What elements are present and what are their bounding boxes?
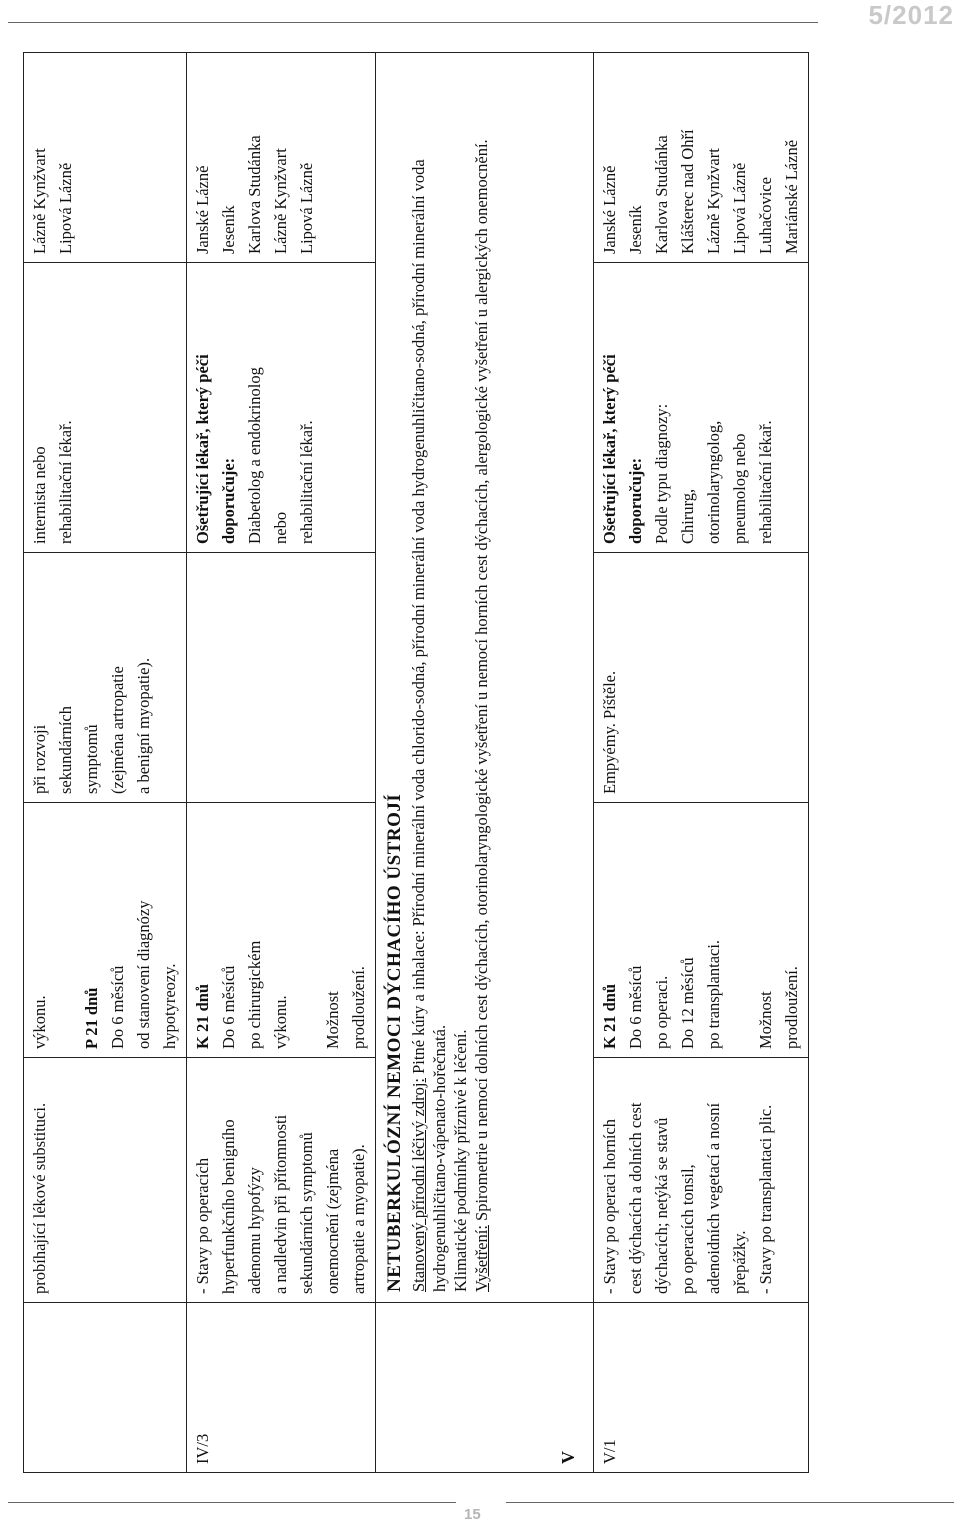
duration-line: [727, 811, 753, 1049]
duration-line: prodloužení.: [349, 966, 368, 1049]
duration-cell: [187, 803, 376, 1058]
indication-line: - Stavy po operaci horních: [600, 1118, 619, 1294]
duration-line: hypotyreozy.: [160, 963, 179, 1049]
places-cell: [187, 53, 376, 263]
section-description: [376, 53, 594, 1303]
places-cell: [24, 53, 187, 263]
footer-rule-left: [8, 1502, 456, 1503]
contra-line: symptomů: [82, 724, 101, 794]
duration-line: K 21 dnů: [600, 983, 619, 1049]
footer-rule-right: [506, 1502, 954, 1503]
issue-number: 5/2012: [868, 0, 954, 30]
indication-cell: [594, 1058, 809, 1303]
indication-line: cest dýchacích a dolních cest: [626, 1102, 645, 1294]
indication-line: - Stavy po transplantaci plic.: [756, 1104, 775, 1294]
remedy-text: Pitné kúry a inhalace: Přírodní minerální voda chlorido-sodná, přírodní minerální voda hydrogenuhličitano-sodná, přírodní minerální voda hydrogenuhličitano-vápenato-hořečnatá.: [409, 159, 449, 1292]
exam-label: Vyšetření:: [472, 1225, 491, 1292]
duration-line: Do 12 měsíců: [678, 957, 697, 1049]
place-line: Lipová Lázně: [56, 162, 75, 254]
remedy-paragraph: [408, 63, 450, 1292]
duration-line: výkonu.: [30, 995, 49, 1049]
contra-line: Empyémy. Píštěle.: [600, 670, 619, 794]
duration-line: Možnost: [756, 991, 775, 1049]
place-line: Karlova Studánka: [652, 135, 671, 254]
row-code: IV/3: [187, 1303, 376, 1473]
contra-line: (zejména artropatie: [108, 666, 127, 794]
duration-line: K 21 dnů: [193, 983, 212, 1049]
section-row: [376, 53, 594, 1473]
recommender-cell: [24, 263, 187, 553]
recommender-line: doporučuje:: [626, 457, 645, 544]
recommender-cell: [594, 263, 809, 553]
section-title: NETUBERKULÓZNÍ NEMOCI DÝCHACÍHO ÚSTROJÍ: [384, 793, 405, 1292]
recommender-line: doporučuje:: [219, 457, 238, 544]
place-line: Klášterec nad Ohří: [678, 129, 697, 254]
place-line: Mariánské Lázně: [782, 139, 801, 254]
table-row: [594, 53, 809, 1473]
contraindication-cell: [187, 553, 376, 803]
recommender-line: Podle typu diagnozy:: [652, 403, 671, 544]
remedy-label: Stanovený přírodní léčivý zdroj:: [409, 1078, 428, 1292]
indication-line: po operacích tonsil,: [678, 1164, 697, 1294]
recommender-line: rehabilitační lékař.: [56, 420, 75, 544]
recommender-cell: [187, 263, 376, 553]
duration-line: Do 6 měsíců: [108, 965, 127, 1049]
duration-line: výkonu.: [271, 995, 290, 1049]
climate-text: Klimatické podmínky příznivé k léčení.: [451, 1029, 470, 1292]
indication-line: přepážky.: [730, 1230, 749, 1294]
recommender-line: Chirurg,: [678, 488, 697, 544]
indication-cell: [187, 1058, 376, 1303]
indication-table: [23, 52, 809, 1473]
indication-line: adenoidních vegetací a nosní: [704, 1102, 723, 1294]
contra-line: sekundárních: [56, 706, 75, 794]
place-line: Jeseník: [219, 205, 238, 254]
duration-line: po chirurgickém: [245, 940, 264, 1049]
table-row: [24, 53, 187, 1473]
duration-cell: [594, 803, 809, 1058]
indication-line: artropatie a myopatie).: [349, 1144, 368, 1294]
place-line: Janské Lázně: [600, 165, 619, 254]
contraindication-cell: [594, 553, 809, 803]
recommender-line: otorinolaryngolog,: [704, 420, 723, 544]
place-line: Janské Lázně: [193, 165, 212, 254]
duration-line: Možnost: [323, 991, 342, 1049]
indication-line: - Stavy po operacích: [193, 1157, 212, 1294]
duration-line: po operaci.: [652, 975, 671, 1049]
table-row: [187, 53, 376, 1473]
indication-line: onemocnění (zejména: [323, 1148, 342, 1294]
place-line: Lipová Lázně: [297, 162, 316, 254]
place-line: Lázně Kynžvart: [30, 148, 49, 254]
recommender-line: Ošetřující lékař, který péči: [600, 354, 619, 544]
recommender-line: nebo: [271, 511, 290, 544]
duration-line: [294, 811, 320, 1049]
recommender-line: Ošetřující lékař, který péči: [193, 354, 212, 544]
recommender-line: rehabilitační lékař.: [756, 420, 775, 544]
place-line: Lázně Kynžvart: [704, 148, 723, 254]
indication-line: hyperfunkčního benigního: [219, 1119, 238, 1294]
indication-line: adenomu hypofýzy: [245, 1167, 264, 1294]
header-rule: [8, 22, 818, 23]
duration-line: Do 6 měsíců: [626, 965, 645, 1049]
indication-line: sekundárních symptomů: [297, 1132, 316, 1294]
page-number: 15: [464, 1506, 481, 1523]
indication-line: dýchacích; netýká se stavů: [652, 1117, 671, 1294]
indication-line: a nadledvin při přítomnosti: [271, 1114, 290, 1294]
contraindication-cell: [24, 553, 187, 803]
places-cell: [594, 53, 809, 263]
recommender-line: internista nebo: [30, 446, 49, 544]
place-line: Jeseník: [626, 205, 645, 254]
place-line: Lipová Lázně: [730, 162, 749, 254]
indication-line: probíhající lékové substituci.: [30, 1102, 49, 1294]
row-code: [24, 1303, 187, 1473]
row-code: V/1: [594, 1303, 809, 1473]
duration-line: od stanovení diagnózy: [134, 900, 153, 1049]
duration-line: Do 6 měsíců: [219, 965, 238, 1049]
contra-line: a benigní myopatie).: [134, 657, 153, 794]
duration-cell: [24, 803, 187, 1058]
recommender-line: Diabetolog a endokrinolog: [245, 367, 264, 544]
indication-cell: [24, 1058, 187, 1303]
duration-line: P 21 dnů: [82, 987, 101, 1049]
section-code: V: [376, 1303, 594, 1473]
exam-text: Spirometrie u nemocí dolních cest dýchacích, otorinolaryngologické vyšetření u nemocí horních cest dýchacích, alergologické vyšetření u alergických onemocnění.: [472, 139, 491, 1226]
place-line: Karlova Studánka: [245, 135, 264, 254]
duration-line: po transplantaci.: [704, 939, 723, 1049]
exam-paragraph: [471, 63, 492, 1292]
place-line: Luhačovice: [756, 177, 775, 254]
contra-line: při rozvoji: [30, 724, 49, 794]
recommender-line: rehabilitační lékař.: [297, 420, 316, 544]
recommender-line: pneumolog nebo: [730, 433, 749, 544]
place-line: Lázně Kynžvart: [271, 148, 290, 254]
rotated-table-page: [23, 53, 833, 1473]
duration-line: prodloužení.: [782, 966, 801, 1049]
